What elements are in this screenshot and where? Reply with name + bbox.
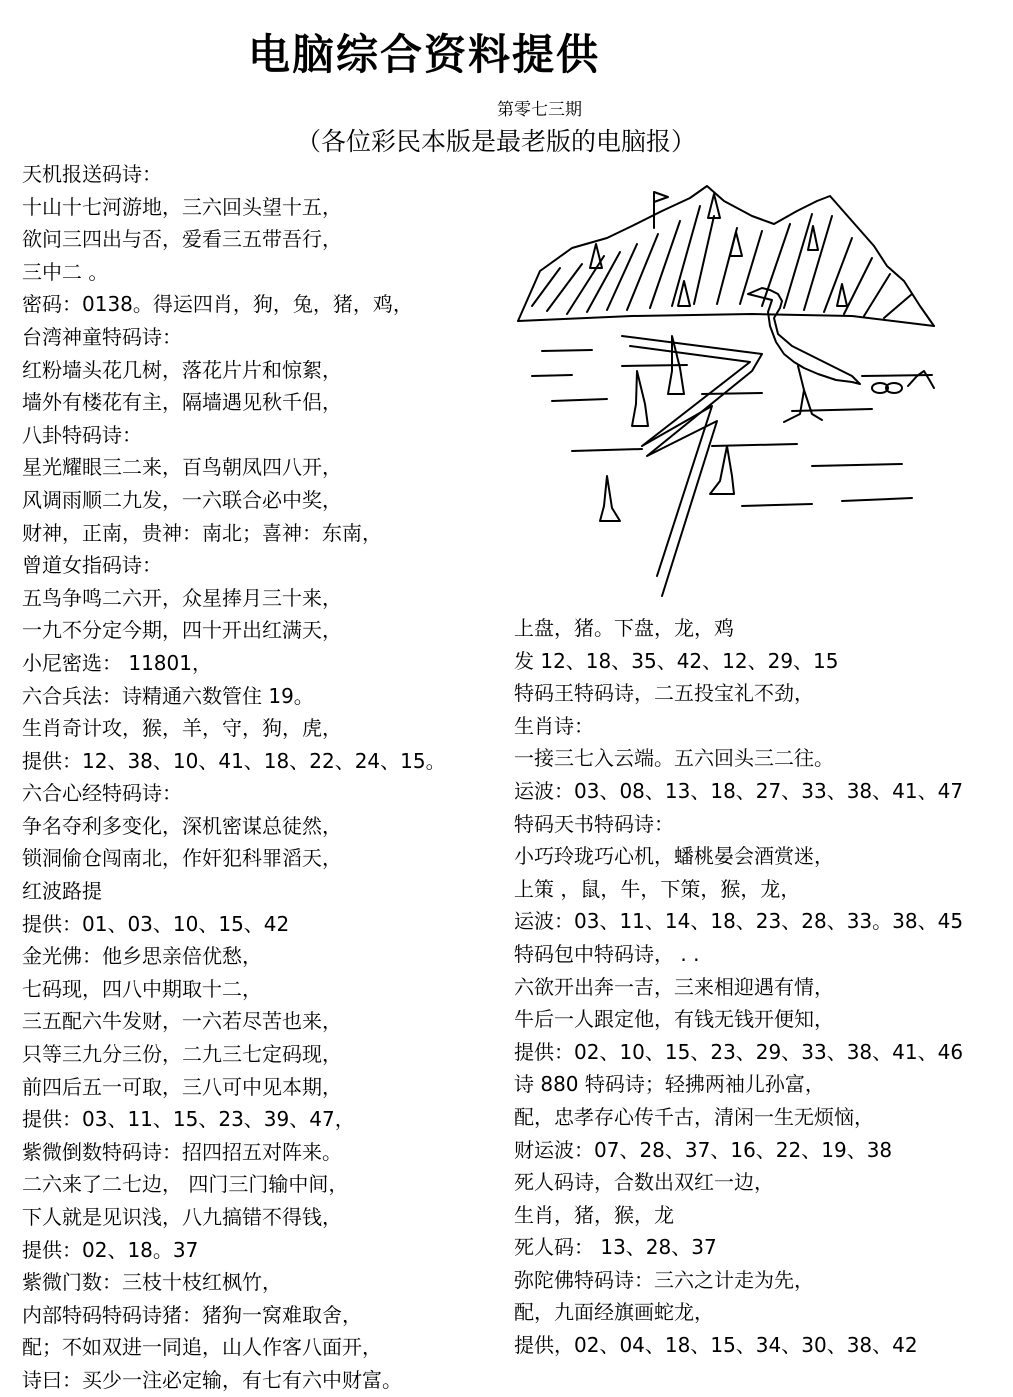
text-line: 提供：03、11、15、23、39、47， [22,1107,355,1132]
text-line: 运波：03、08、13、18、27、33、38、41、47 [514,778,964,803]
text-line: 风调雨顺二九发，一六联合必中奖， [22,487,342,512]
crane-landscape-illustration [512,176,944,604]
text-line: 运波：03、11、14、18、23、28、33。38、45 [514,909,964,934]
text-line: 小巧玲珑巧心机，蟠桃晏会酒赏迷， [514,844,834,869]
text-line: 二六来了二七边， 四门三门输中间， [22,1172,349,1197]
right-column [514,612,1004,1362]
text-line: 牛后一人跟定他，有钱无钱开便知， [514,1007,834,1032]
text-line: 生肖奇计攻，猴，羊，守，狗，虎， [22,716,342,741]
text-line: 只等三九分三份，二九三七定码现， [22,1042,342,1067]
text-line: 特码包中特码诗， . . [514,941,700,966]
text-line: 财运波：07、28、37、16、22、19、38 [514,1137,893,1162]
text-line: 生肖，猪，猴，龙 [514,1202,674,1227]
text-line: 特码天书特码诗： [514,811,674,836]
page-title: 电脑综合资料提供 [248,30,601,79]
text-line: 小尼密选： 11801， [22,650,212,675]
text-line: 诗曰：买少一注必定输，有七有六中财富。 [22,1367,402,1392]
text-line: 曾道女指码诗： [22,553,162,578]
text-line: 下人就是见识浅，八九搞错不得钱， [22,1205,342,1229]
text-line: 一九不分定今期，四十开出红满天， [22,618,342,643]
text-line: 天机报送码诗： [22,162,162,186]
text-line: 提供：12、38、10、41、18、22、24、15。 [22,748,446,773]
text-line: 弥陀佛特码诗：三六之计走为先， [514,1267,814,1292]
text-line: 六合心经特码诗： [22,781,182,806]
text-line: 金光佛：他乡思亲倍优愁， [22,944,262,969]
text-line: 红粉墙头花几树，落花片片和惊絮， [22,357,342,382]
text-line: 密码：0138。得运四肖，狗，兔，猪，鸡， [22,292,413,317]
text-line: 墙外有楼花有主，隔墙遇见秋千侣， [22,390,342,415]
text-line: 欲问三四出与否，爱看三五带吾行， [22,227,342,252]
text-line: 内部特码特码诗猪：猪狗一窝难取舍， [22,1302,362,1327]
text-line: 配，九面经旗画蛇龙， [514,1300,714,1325]
text-line: 死人码： 13、28、37 [514,1235,717,1260]
subtitle: （各位彩民本版是最老版的电脑报） [296,127,697,156]
text-line: 死人码诗，合数出双红一边， [514,1170,774,1195]
text-line: 六欲开出奔一吉，三来相迎遇有情， [514,974,834,999]
text-line: 提供：02、10、15、23、29、33、38、41、46 [514,1039,964,1064]
text-line: 争名夺利多变化，深机密谋总徒然， [22,813,342,838]
text-line: 一接三七入云端。五六回头三二往。 [514,746,834,771]
text-line: 生肖诗： [514,713,594,738]
text-line: 特码王特码诗，二五投宝礼不劲， [514,681,814,706]
text-line: 星光耀眼三二来，百鸟朝凤四八开， [22,455,342,480]
text-line: 锁洞偷仓闯南北，作奸犯科罪滔天， [22,846,342,871]
text-line: 三五配六牛发财，一六若尽苦也来， [22,1009,342,1034]
text-line: 紫微倒数特码诗：招四招五对阵来。 [22,1139,342,1164]
text-line: 五鸟争鸣二六开，众星捧月三十来， [22,585,342,610]
text-line: 提供，02、04、18、15、34、30、38、42 [514,1333,918,1358]
text-line: 提供：02、18。37 [22,1237,199,1262]
text-line: 十山十七河游地，三六回头望十五， [22,194,342,219]
text-line: 三中二 。 [22,259,109,284]
text-line: 发 12、18、35、42、12、29、15 [514,648,839,673]
text-line: 财神，正南，贵神：南北；喜神：东南， [22,520,382,545]
text-line: 配；不如双进一同追，山人作客八面开， [22,1335,382,1360]
text-line: 提供：01、03、10、15、42 [22,911,290,936]
text-line: 六合兵法：诗精通六数管住 19。 [22,683,314,708]
text-line: 前四后五一可取，三八可中见本期， [22,1074,342,1099]
text-line: 上盘，猪。下盘，龙，鸡 [514,616,734,640]
text-line: 上策 ，鼠，牛，下策，猴，龙， [514,876,801,901]
left-column [22,158,492,1397]
text-line: 配，忠孝存心传千古，清闲一生无烦恼， [514,1104,874,1129]
text-line: 七码现，四八中期取十二， [22,976,262,1001]
issue-number: 第零七三期 [497,100,582,120]
text-line: 诗 880 特码诗；轻拂两袖儿孙富， [514,1072,825,1097]
text-line: 八卦特码诗： [22,422,142,447]
text-line: 红波路提 [22,879,102,904]
text-line: 台湾神童特码诗： [22,324,182,349]
text-line: 紫微门数：三枝十枝红枫竹， [22,1270,282,1295]
